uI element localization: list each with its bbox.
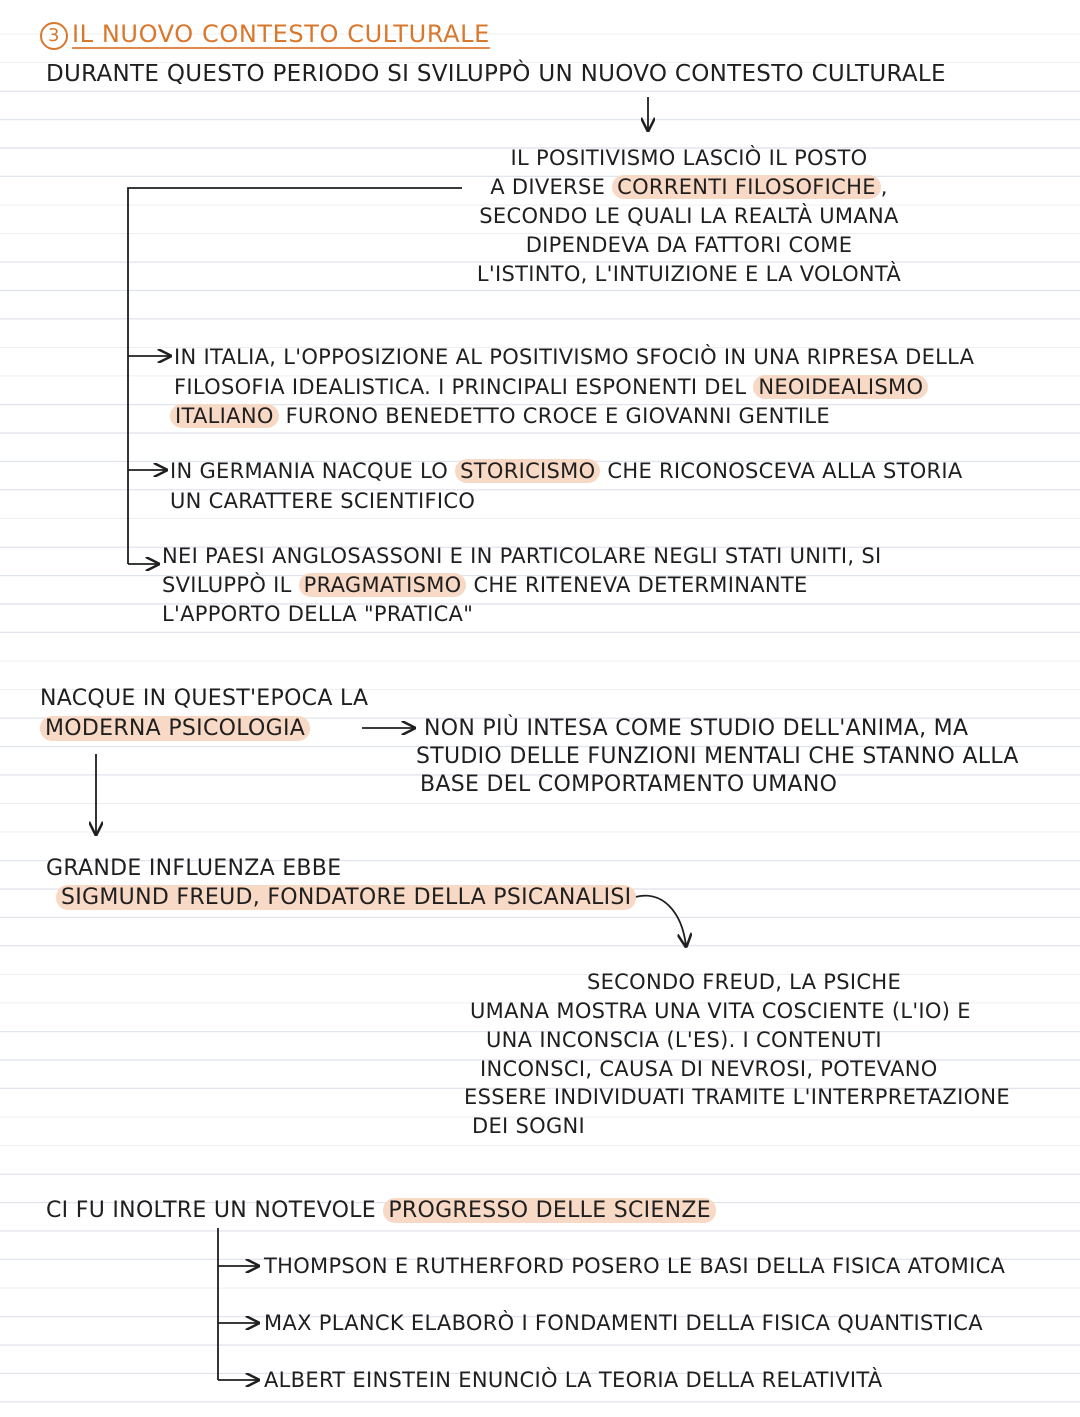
psicologia-desc-1: NON PIÙ INTESA COME STUDIO DELL'ANIMA, MA: [424, 716, 969, 741]
freud-desc-1: SECONDO FREUD, LA PSICHE: [586, 970, 902, 994]
positivism-line-1: IL POSITIVISMO LASCIÒ IL POSTO: [510, 146, 868, 170]
psicologia-desc-3: BASE DEL COMPORTAMENTO UMANO: [420, 772, 838, 797]
scienze-item-3: ALBERT EINSTEIN ENUNCIÒ LA TEORIA DELLA RELATIVITÀ: [264, 1368, 883, 1392]
scienze-intro: CI FU INOLTRE UN NOTEVOLE PROGRESSO DELLE SCIENZE: [46, 1196, 716, 1225]
positivism-line-4: DIPENDEVA DA FATTORI COME: [525, 233, 853, 257]
section-title-text: IL NUOVO CONTESTO CULTURALE: [72, 20, 490, 48]
highlight-italiano: ITALIANO: [170, 404, 279, 428]
scienze-item-2: MAX PLANCK ELABORÒ I FONDAMENTI DELLA FISICA QUANTISTICA: [264, 1311, 983, 1335]
section-number: 3: [40, 22, 68, 50]
freud-intro: GRANDE INFLUENZA EBBE: [46, 856, 342, 881]
highlight-progresso-scienze: PROGRESSO DELLE SCIENZE: [383, 1198, 716, 1223]
highlight-correnti-filosofiche: CORRENTI FILOSOFICHE: [612, 175, 881, 199]
italia-line-1: IN ITALIA, L'OPPOSIZIONE AL POSITIVISMO SFOCIÒ IN UNA RIPRESA DELLA: [174, 345, 975, 369]
arrow-freud-curve: [632, 896, 686, 946]
freud-desc-5: ESSERE INDIVIDUATI TRAMITE L'INTERPRETAZIONE: [464, 1085, 1010, 1109]
anglosassoni-line-3: L'APPORTO DELLA "PRATICA": [162, 602, 474, 626]
italia-line-3: ITALIANO FURONO BENEDETTO CROCE E GIOVANNI GENTILE: [170, 402, 830, 431]
highlight-sigmund-freud: SIGMUND FREUD, FONDATORE DELLA PSICANALISI: [56, 885, 636, 910]
positivism-line-3: SECONDO LE QUALI LA REALTÀ UMANA: [479, 204, 899, 228]
italia-line-2: FILOSOFIA IDEALISTICA. I PRINCIPALI ESPONENTI DEL NEOIDEALISMO: [174, 373, 928, 402]
section-title: [40, 20, 490, 50]
freud-desc-2: UMANA MOSTRA UNA VITA COSCIENTE (L'IO) E: [470, 999, 971, 1023]
psicologia-intro: NACQUE IN QUEST'EPOCA LA: [40, 686, 369, 711]
highlight-pragmatismo: PRAGMATISMO: [299, 573, 467, 597]
psicologia-title: [40, 714, 310, 743]
anglosassoni-line-2: SVILUPPÒ IL PRAGMATISMO CHE RITENEVA DETERMINANTE: [162, 573, 808, 597]
highlight-neoidealismo: NEOIDEALISMO: [753, 375, 928, 399]
freud-desc-4: INCONSCI, CAUSA DI NEVROSI, POTEVANO: [480, 1057, 938, 1081]
freud-desc-6: DEI SOGNI: [472, 1114, 586, 1138]
positivism-line-2: A DIVERSE CORRENTI FILOSOFICHE ,: [490, 175, 888, 199]
highlight-moderna-psicologia: MODERNA PSICOLOGIA: [40, 716, 310, 741]
freud-desc-3: UNA INCONSCIA (L'ES). I CONTENUTI: [486, 1028, 882, 1052]
germania-line-1: IN GERMANIA NACQUE LO STORICISMO CHE RICONOSCEVA ALLA STORIA: [170, 459, 963, 483]
scienze-item-1: THOMPSON E RUTHERFORD POSERO LE BASI DELLA FISICA ATOMICA: [264, 1254, 1006, 1278]
highlight-storicismo: STORICISMO: [455, 459, 600, 483]
intro-text: DURANTE QUESTO PERIODO SI SVILUPPÒ UN NUOVO CONTESTO CULTURALE: [46, 61, 946, 87]
psicologia-desc-2: STUDIO DELLE FUNZIONI MENTALI CHE STANNO ALLA: [416, 744, 1019, 769]
anglosassoni-line-1: NEI PAESI ANGLOSASSONI E IN PARTICOLARE NEGLI STATI UNITI, SI: [162, 544, 882, 568]
positivism-line-5: L'ISTINTO, L'INTUIZIONE E LA VOLONTÀ: [476, 262, 902, 286]
germania-line-2: UN CARATTERE SCIENTIFICO: [170, 489, 476, 513]
freud-title: [56, 883, 636, 912]
